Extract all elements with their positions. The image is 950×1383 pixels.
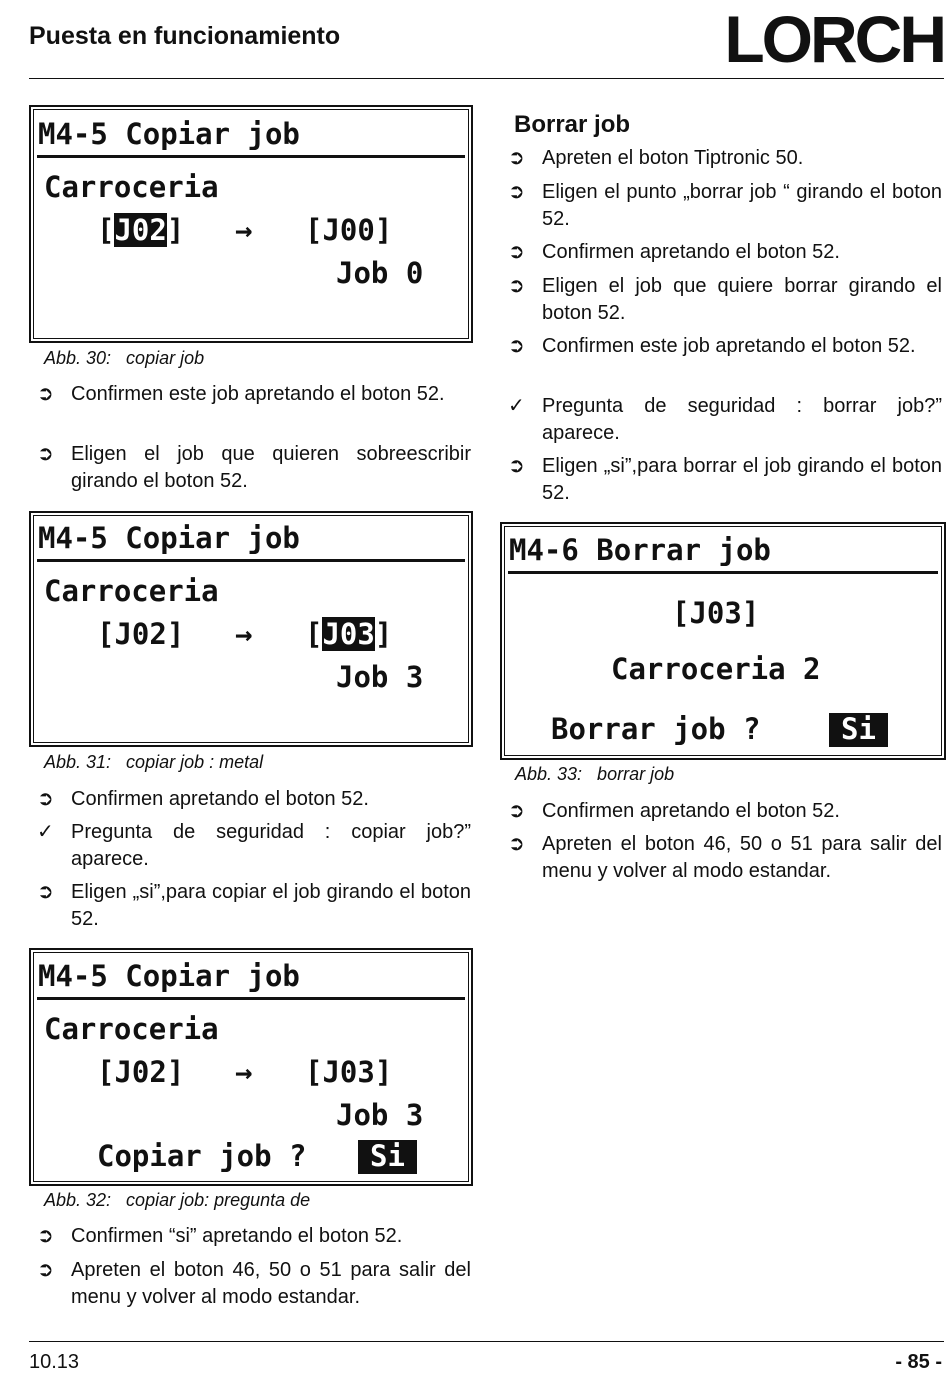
arrow-bullet-icon: ➲ xyxy=(37,788,54,810)
lcd-menu-title: M4-5 Copiar job xyxy=(38,959,300,993)
lcd-job-name: Carroceria 2 xyxy=(611,652,821,686)
brand-logo: LORCH xyxy=(724,2,944,76)
instruction-step: ➲ Confirmen “si” apretando el boton 52. xyxy=(37,1223,471,1250)
lcd-source-job: [J02] xyxy=(97,1055,185,1089)
instruction-result: ✓ Pregunta de seguridad : borrar job?” aparece. xyxy=(508,395,942,444)
arrow-bullet-icon: ➲ xyxy=(508,241,525,263)
lcd-yes-option: Si xyxy=(829,713,888,747)
lcd-title-underline xyxy=(508,571,938,574)
lcd-menu-title: M4-6 Borrar job xyxy=(509,533,771,567)
figure-caption-30: Abb. 30: copiar job xyxy=(44,348,205,368)
instruction-step: ➲ Apreten el boton 46, 50 o 51 para salir del menu y volver al modo estandar. xyxy=(37,1259,471,1308)
lcd-job-number: Job 3 xyxy=(336,660,424,694)
lcd-title-underline xyxy=(37,559,465,562)
instruction-step: ➲ Confirmen apretando el boton 52. xyxy=(508,798,942,825)
lcd-yes-option: Si xyxy=(358,1140,417,1174)
lcd-display-fig33 xyxy=(500,522,946,760)
lcd-target-job: [J00] xyxy=(305,213,393,247)
header-divider xyxy=(29,78,944,79)
arrow-right-icon: → xyxy=(235,1055,253,1089)
lcd-title-underline xyxy=(37,997,465,1000)
lcd-selected-source: J02 xyxy=(114,213,167,247)
arrow-right-icon: → xyxy=(235,617,253,651)
lcd-source-job: [J02] xyxy=(97,617,185,651)
footer-divider xyxy=(29,1341,944,1342)
lcd-target-job: [J03] xyxy=(305,617,393,651)
instruction-step: ➲ Confirmen este job apretando el boton 52. xyxy=(508,333,942,360)
instruction-step: ➲ Confirmen apretando el boton 52. xyxy=(37,786,471,813)
arrow-bullet-icon: ➲ xyxy=(508,335,525,357)
arrow-bullet-icon: ➲ xyxy=(508,800,525,822)
figure-caption-31: Abb. 31: copiar job : metal xyxy=(44,752,264,772)
instruction-step: ➲ Apreten el boton Tiptronic 50. xyxy=(508,145,942,172)
instruction-step: ➲ Eligen el job que quiere borrar girando el boton 52. xyxy=(508,275,942,324)
check-icon: ✓ xyxy=(37,821,54,843)
instruction-result: ✓ Pregunta de seguridad : copiar job?” aparece. xyxy=(37,821,471,870)
arrow-bullet-icon: ➲ xyxy=(508,455,525,477)
arrow-bullet-icon: ➲ xyxy=(37,1259,54,1281)
lcd-menu-title: M4-5 Copiar job xyxy=(38,521,300,555)
instruction-step: ➲ Eligen el job que quieren sobreescribir girando el boton 52. xyxy=(37,443,471,492)
arrow-bullet-icon: ➲ xyxy=(37,443,54,465)
section-heading: Borrar job xyxy=(514,111,631,138)
lcd-job-name: Carroceria xyxy=(44,170,219,204)
arrow-bullet-icon: ➲ xyxy=(508,833,525,855)
lcd-confirm-question: Copiar job ? xyxy=(97,1139,307,1173)
figure-caption-33: Abb. 33: borrar job xyxy=(515,764,675,784)
arrow-bullet-icon: ➲ xyxy=(508,181,525,203)
arrow-bullet-icon: ➲ xyxy=(37,383,54,405)
lcd-job-number: Job 3 xyxy=(336,1098,424,1132)
instruction-step: ➲ Eligen el punto „borrar job “ girando el boton 52. xyxy=(508,181,942,230)
instruction-step: ➲ Eligen „si”,para copiar el job girando el boton 52. xyxy=(37,881,471,930)
lcd-source-job: [J02] xyxy=(97,213,185,247)
page-number: - 85 - xyxy=(895,1351,942,1373)
instruction-step: ➲ Apreten el boton 46, 50 o 51 para salir del menu y volver al modo estandar. xyxy=(508,833,942,882)
figure-caption-32: Abb. 32: copiar job: pregunta de xyxy=(44,1190,311,1210)
lcd-display-fig32 xyxy=(29,948,473,1186)
lcd-confirm-question: Borrar job ? xyxy=(551,712,761,746)
arrow-bullet-icon: ➲ xyxy=(37,881,54,903)
lcd-job-name: Carroceria xyxy=(44,574,219,608)
instruction-step: ➲ Confirmen apretando el boton 52. xyxy=(508,239,942,266)
arrow-bullet-icon: ➲ xyxy=(508,147,525,169)
arrow-bullet-icon: ➲ xyxy=(508,275,525,297)
lcd-job-name: Carroceria xyxy=(44,1012,219,1046)
instruction-step: ➲ Confirmen este job apretando el boton 52. xyxy=(37,381,471,408)
lcd-selected-target: J03 xyxy=(322,617,375,651)
page-title: Puesta en funcionamiento xyxy=(29,22,341,50)
lcd-job-number: Job 0 xyxy=(336,256,424,290)
document-date: 10.13 xyxy=(29,1351,80,1373)
lcd-target-job: [J03] xyxy=(305,1055,393,1089)
arrow-right-icon: → xyxy=(235,213,253,247)
check-icon: ✓ xyxy=(508,395,525,417)
lcd-display-fig30 xyxy=(29,105,473,343)
lcd-job-id: [J03] xyxy=(672,596,760,630)
lcd-title-underline xyxy=(37,155,465,158)
arrow-bullet-icon: ➲ xyxy=(37,1225,54,1247)
lcd-menu-title: M4-5 Copiar job xyxy=(38,117,300,151)
instruction-step: ➲ Eligen „si”,para borrar el job girando el boton 52. xyxy=(508,455,942,504)
lcd-display-fig31 xyxy=(29,511,473,747)
